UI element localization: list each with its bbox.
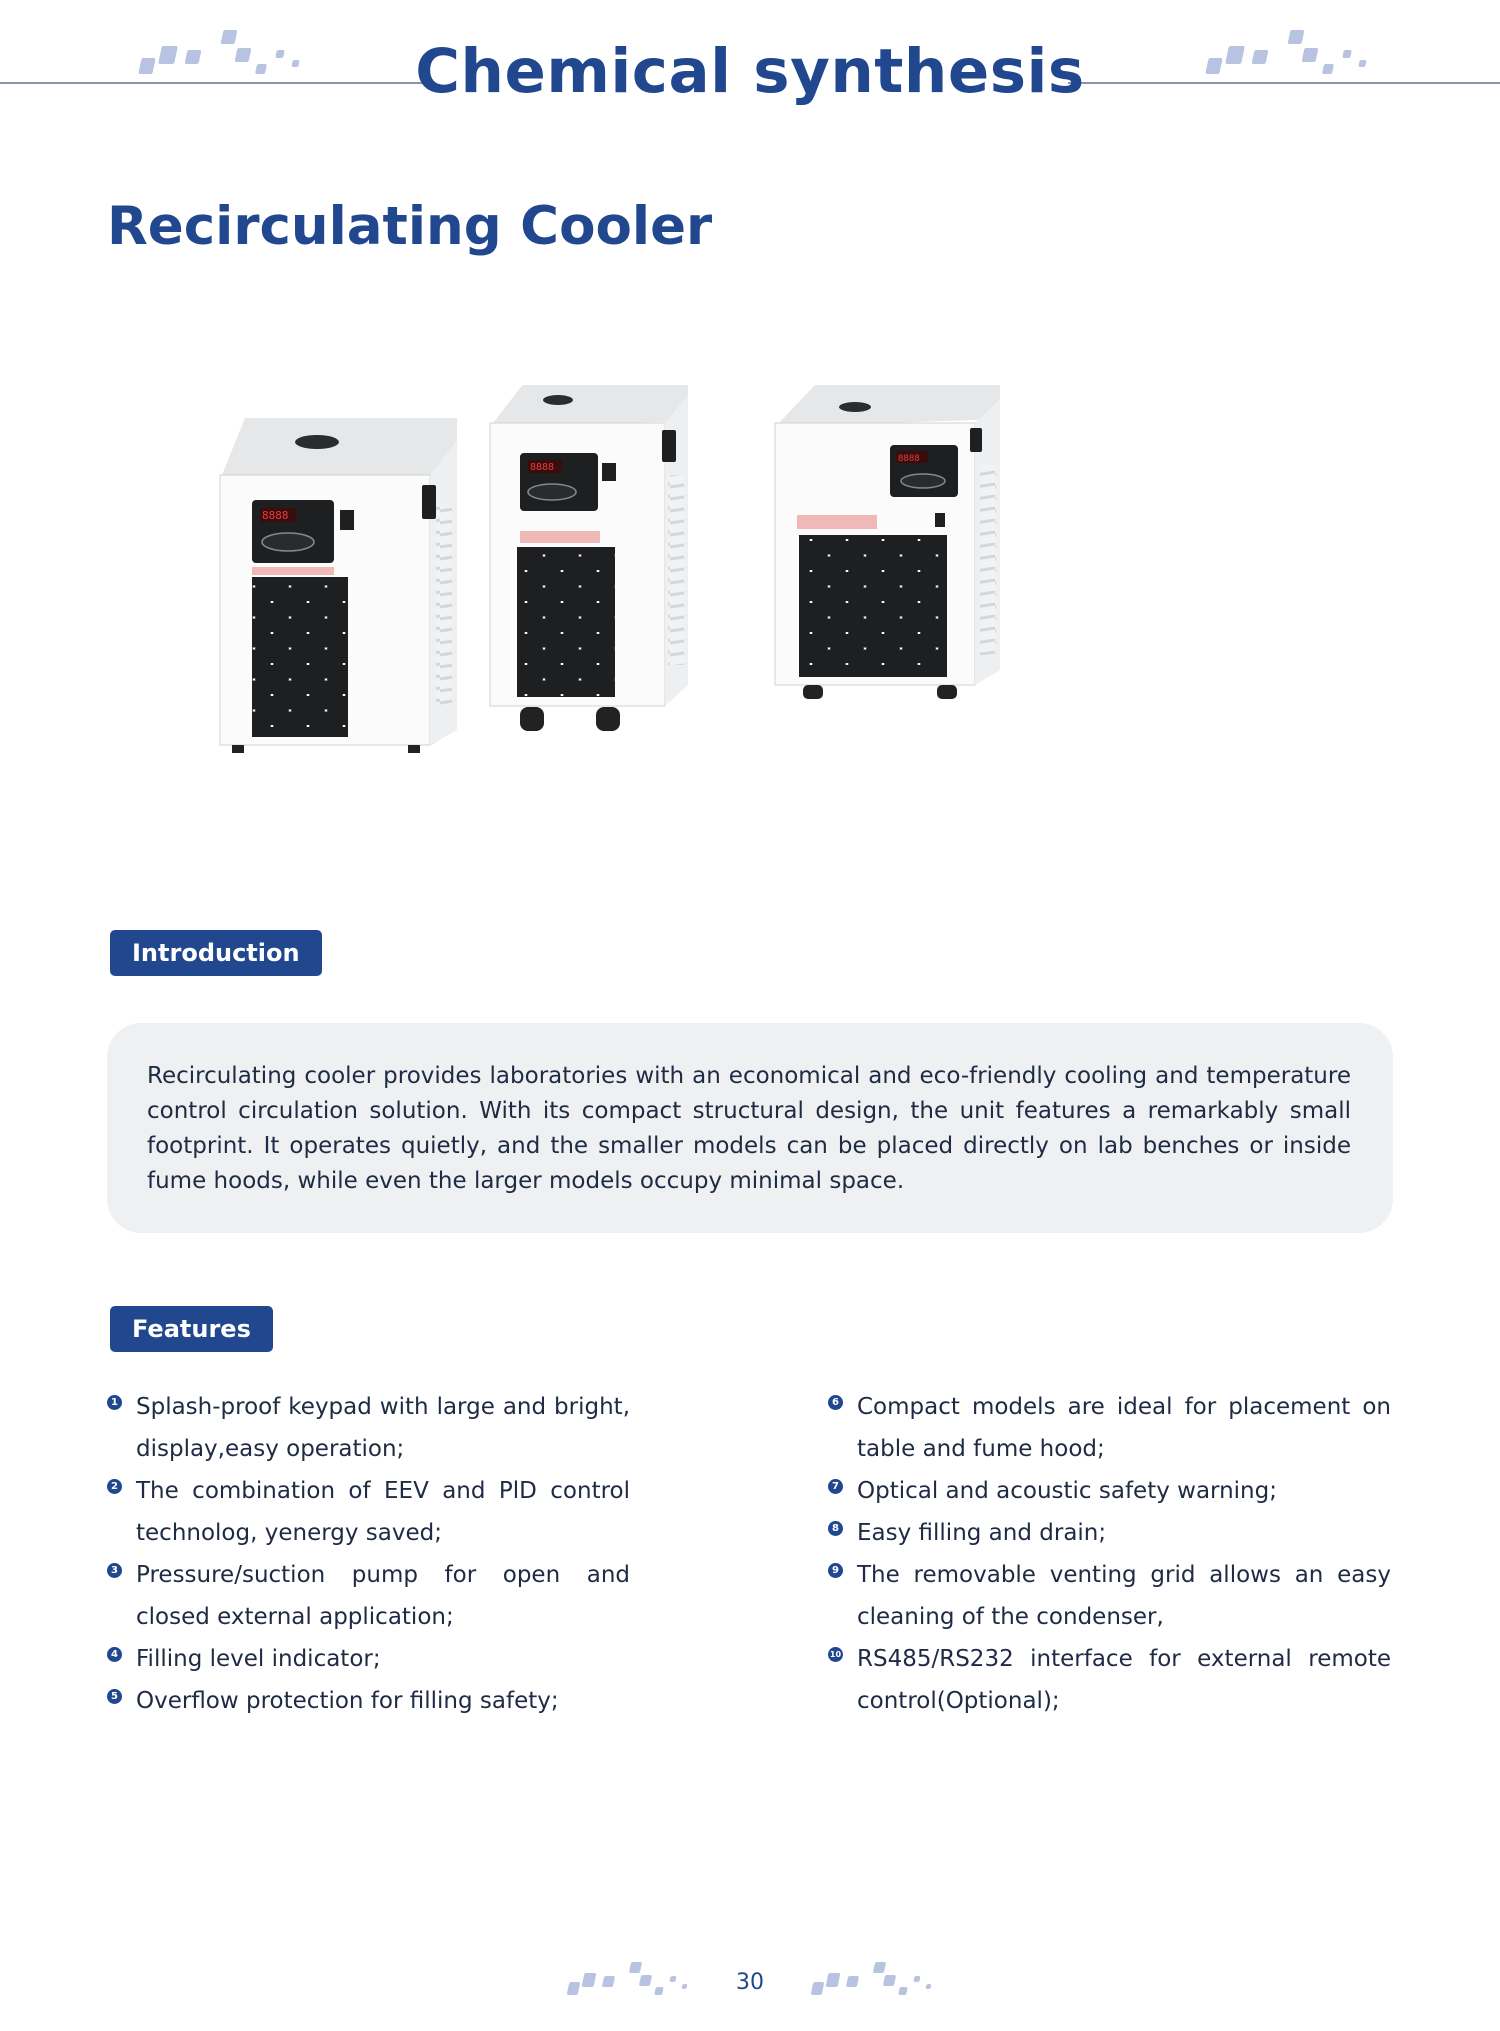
feature-text: Pressure/suction pump for open and closed external application; — [136, 1562, 630, 1630]
feature-item — [828, 1512, 1391, 1554]
feature-text: Easy filling and drain; — [857, 1520, 1107, 1546]
feature-text: RS485/RS232 interface for external remote control(Optional); — [857, 1646, 1391, 1714]
feature-number: 1 — [107, 1395, 122, 1410]
feature-number: 3 — [107, 1563, 122, 1578]
feature-item — [828, 1638, 1391, 1722]
product-title: Recirculating Cooler — [107, 196, 713, 257]
feature-text: Compact models are ideal for placement on table and fume hood; — [857, 1394, 1391, 1462]
feature-item — [828, 1386, 1391, 1470]
introduction-text: Recirculating cooler provides laboratories with an economical and eco-friendly cooling and temperature control circulation solution. With its compact structural design, the unit features a remarkably small footprint. It operates quietly, and the smaller models can be placed directly on lab benches or inside fume hoods, while even the larger models occupy minimal space. — [147, 1063, 1351, 1194]
decorative-pixels-bottom-right — [812, 1960, 932, 2000]
feature-number: 8 — [828, 1521, 843, 1536]
features-list-left — [107, 1386, 630, 1722]
feature-item — [107, 1680, 630, 1722]
feature-number: 6 — [828, 1395, 843, 1410]
feature-text: Overflow protection for filling safety; — [136, 1688, 559, 1714]
page-number: 30 — [736, 1970, 764, 1995]
product-images — [200, 385, 1310, 845]
features-list-right — [828, 1386, 1391, 1722]
feature-text: Filling level indicator; — [136, 1646, 381, 1672]
cooler-image-medium — [490, 385, 688, 731]
svg-text:8888: 8888 — [530, 462, 555, 473]
introduction-label: Introduction — [110, 930, 322, 976]
feature-number: 9 — [828, 1563, 843, 1578]
feature-item — [107, 1638, 630, 1680]
feature-text: Splash-proof keypad with large and bright, display,easy operation; — [136, 1394, 630, 1462]
features-label: Features — [110, 1306, 273, 1352]
svg-text:8888: 8888 — [898, 454, 920, 464]
introduction-box — [107, 1023, 1393, 1233]
feature-number: 10 — [828, 1647, 843, 1662]
feature-item — [107, 1386, 630, 1470]
feature-number: 4 — [107, 1647, 122, 1662]
feature-number: 7 — [828, 1479, 843, 1494]
feature-number: 5 — [107, 1689, 122, 1704]
feature-item — [828, 1470, 1391, 1512]
feature-item — [107, 1554, 630, 1638]
cooler-image-small — [220, 418, 457, 753]
feature-number: 2 — [107, 1479, 122, 1494]
feature-text: The removable venting grid allows an easy cleaning of the condenser, — [857, 1562, 1391, 1630]
feature-text: The combination of EEV and PlD control technolog, yenergy saved; — [136, 1478, 630, 1546]
feature-text: Optical and acoustic safety warning; — [857, 1478, 1277, 1504]
svg-text:8888: 8888 — [262, 509, 289, 522]
feature-item — [828, 1554, 1391, 1638]
cooler-image-large — [775, 385, 1000, 699]
page-title: Chemical synthesis — [415, 36, 1085, 107]
feature-item — [107, 1470, 630, 1554]
